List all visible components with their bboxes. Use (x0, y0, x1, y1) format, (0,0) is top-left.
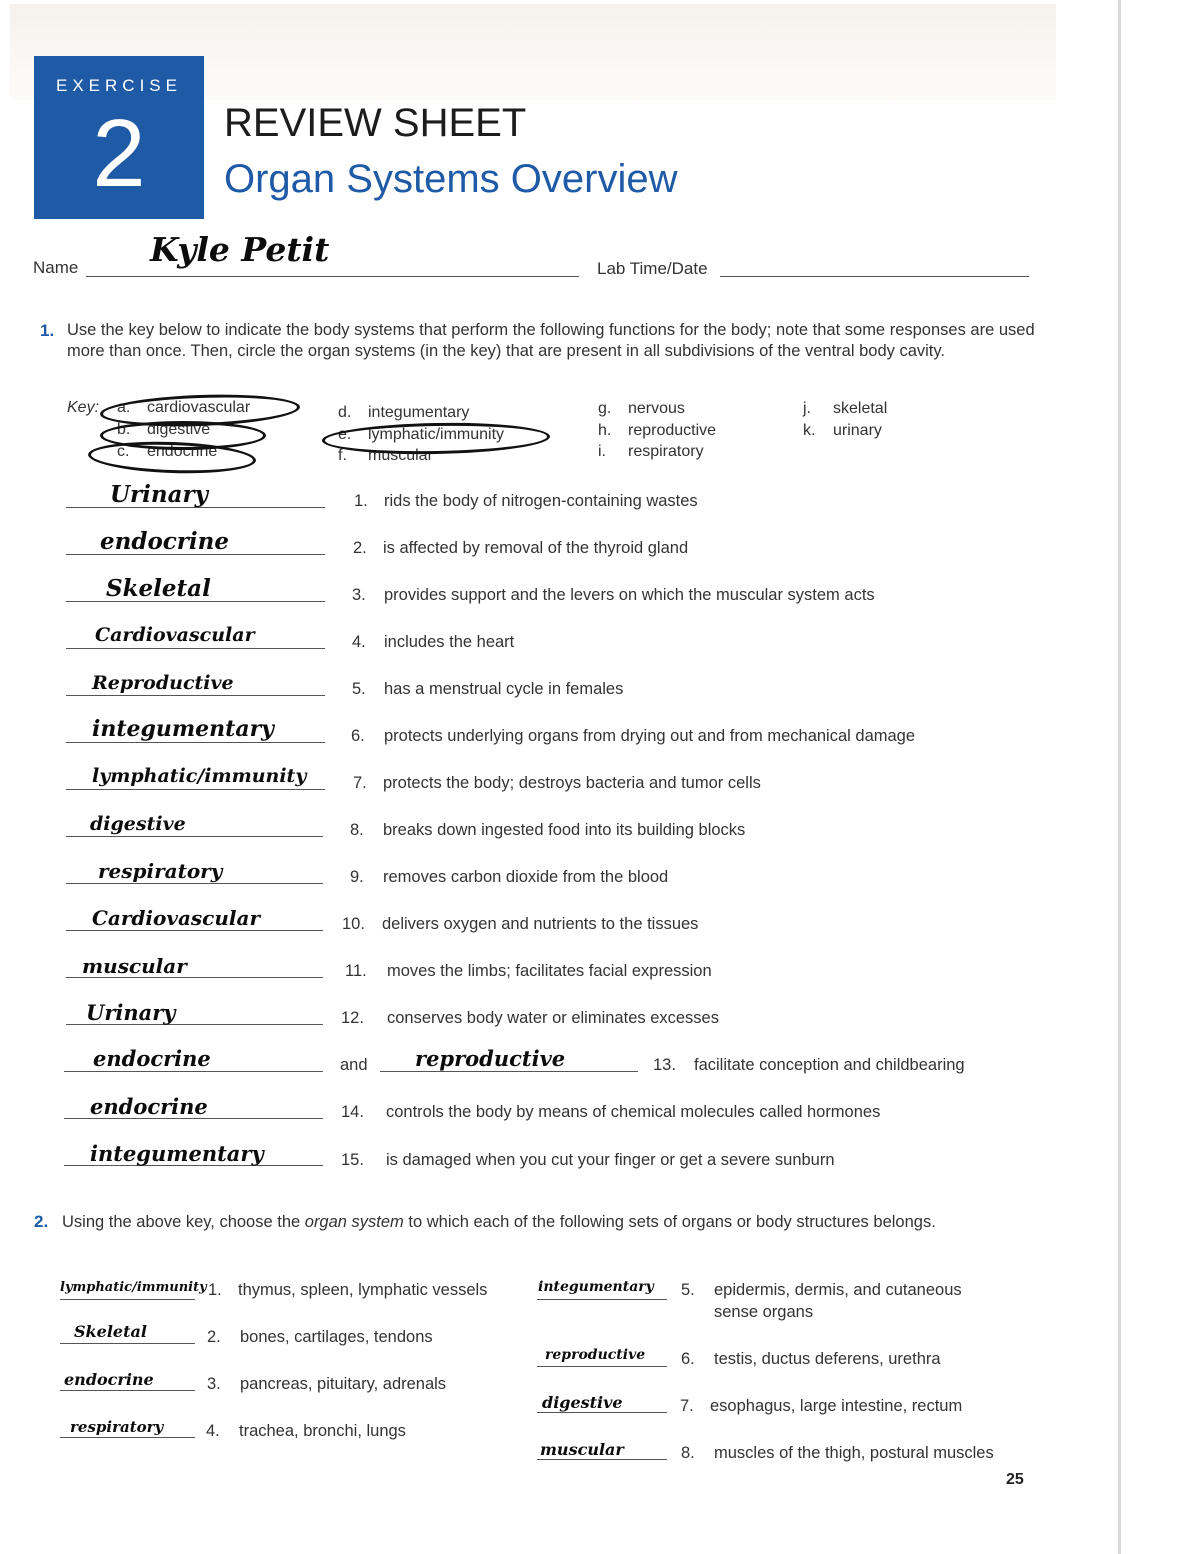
key-item-c: c. endocrine (117, 443, 218, 460)
q1-item-8: 8. breaks down ingested food into its building blocks (350, 821, 746, 839)
q1-item-14: 14. controls the body by means of chemical molecules called hormones (341, 1103, 881, 1121)
q2-item-2: 2. bones, cartilages, tendons (207, 1328, 433, 1346)
q2-item-1: 1. thymus, spleen, lymphatic vessels (208, 1281, 488, 1299)
q1-answer-1[interactable]: Urinary (110, 481, 209, 508)
key-item-g: g. nervous (598, 400, 685, 417)
answer-rule (537, 1299, 667, 1300)
q1-item-11: 11. moves the limbs; facilitates facial expression (345, 962, 712, 980)
q1-answer-3[interactable]: Skeletal (106, 575, 211, 602)
labtime-label: Lab Time/Date (597, 259, 708, 278)
q1-item-10: 10. delivers oxygen and nutrients to the tissues (342, 915, 699, 933)
q1-answer-12[interactable]: Urinary (86, 1000, 176, 1025)
key-item-k: k. urinary (803, 422, 882, 439)
answer-rule (66, 883, 323, 884)
q1-item-12: 12. conserves body water or eliminates excesses (341, 1009, 719, 1027)
q1-answer-14[interactable]: endocrine (90, 1094, 208, 1119)
q2-item-6: 6. testis, ductus deferens, urethra (681, 1350, 941, 1368)
key-item-b: b. digestive (117, 421, 211, 438)
page-subtitle: Organ Systems Overview (224, 157, 678, 201)
key-item-i: i. respiratory (598, 443, 704, 460)
exercise-badge (34, 56, 204, 219)
answer-rule (380, 1071, 638, 1072)
key-item-a: a. cardiovascular (117, 399, 251, 416)
key-item-d: d. integumentary (338, 404, 470, 421)
q2-answer-7[interactable]: digestive (542, 1393, 623, 1412)
q2-answer-8[interactable]: muscular (540, 1440, 624, 1459)
page-number: 25 (1006, 1471, 1024, 1488)
exercise-label: EXERCISE (56, 76, 182, 95)
key-item-h: h. reproductive (598, 422, 717, 439)
and-label: and (340, 1056, 368, 1074)
answer-rule (66, 789, 325, 790)
answer-rule (537, 1366, 667, 1367)
q1-item-15: 15. is damaged when you cut your finger or get a severe sunburn (341, 1151, 835, 1169)
q2-item-8: 8. muscles of the thigh, postural muscles (681, 1444, 994, 1462)
page-title: REVIEW SHEET (224, 101, 527, 145)
q1-item-1: 1. rids the body of nitrogen-containing wastes (354, 492, 698, 510)
q2-answer-2[interactable]: Skeletal (74, 1322, 147, 1341)
q1-answer-8[interactable]: digestive (90, 813, 186, 835)
answer-rule (64, 1071, 323, 1072)
answer-rule (66, 836, 323, 837)
key-item-j: j. skeletal (803, 400, 888, 417)
answer-rule (60, 1299, 195, 1300)
name-label: Name (33, 258, 79, 277)
q1-text: Use the key below to indicate the body systems that perform the following functions for the body; note that some responses are used more than once. Then, circle the organ systems (in the key) that are present in all subdivisions of the ventral body cavity. (67, 321, 1035, 360)
labtime-rule (720, 276, 1029, 277)
q2-answer-4[interactable]: respiratory (70, 1418, 164, 1436)
q2-item-5: 5. epidermis, dermis, and cutaneous (681, 1281, 962, 1299)
name-value[interactable]: Kyle Petit (150, 230, 330, 269)
q2-item-4: 4. trachea, bronchi, lungs (206, 1422, 406, 1440)
answer-rule (66, 930, 323, 931)
q1-number: 1. (40, 321, 55, 340)
q1-item-3: 3. provides support and the levers on which the muscular system acts (352, 586, 875, 604)
q1-item-4: 4. includes the heart (352, 633, 515, 651)
q1-answer-2[interactable]: endocrine (100, 528, 229, 555)
key-item-f: f. muscular (338, 447, 433, 464)
q1-item-6: 6. protects underlying organs from drying out and from mechanical damage (351, 727, 916, 745)
answer-rule (66, 742, 325, 743)
answer-rule (60, 1343, 195, 1344)
q1-answer-5[interactable]: Reproductive (92, 672, 234, 694)
q2-answer-1[interactable]: lymphatic/immunity (60, 1280, 207, 1295)
q1-item-9: 9. removes carbon dioxide from the blood (350, 868, 669, 886)
q1-answer-10[interactable]: Cardiovascular (92, 906, 260, 930)
q2-answer-3[interactable]: endocrine (64, 1370, 154, 1389)
q1-item-5: 5. has a menstrual cycle in females (352, 680, 624, 698)
q1-answer-4[interactable]: Cardiovascular (95, 624, 255, 646)
answer-rule (66, 695, 325, 696)
exercise-number: 2 (92, 100, 146, 207)
answer-rule (66, 648, 325, 649)
key-label: Key: (67, 399, 100, 416)
name-rule (86, 276, 579, 277)
key-item-e: e. lymphatic/immunity (338, 426, 505, 443)
answer-rule (60, 1390, 195, 1391)
q2-item-3: 3. pancreas, pituitary, adrenals (207, 1375, 447, 1393)
q1-item-2: 2. is affected by removal of the thyroid gland (353, 539, 689, 557)
q2-number: 2. (34, 1212, 49, 1231)
q1-answer-11[interactable]: muscular (82, 954, 187, 978)
q2-item-5-cont: sense organs (714, 1303, 814, 1321)
q2-answer-6[interactable]: reproductive (545, 1347, 646, 1363)
q1-answer-7[interactable]: lymphatic/immunity (92, 765, 307, 787)
page-edge (1118, 0, 1121, 1554)
answer-rule (537, 1412, 667, 1413)
q1-answer-9[interactable]: respiratory (98, 859, 223, 883)
q1-answer-13a[interactable]: endocrine (93, 1046, 211, 1071)
q2-answer-5[interactable]: integumentary (538, 1279, 654, 1295)
answer-rule (60, 1437, 195, 1438)
q1-item-13: 13. facilitate conception and childbearing (653, 1056, 965, 1074)
q1-answer-13b[interactable]: reproductive (415, 1046, 566, 1071)
q2-text: Using the above key, choose the organ system to which each of the following sets of organs or body structures belongs. (62, 1213, 936, 1231)
q1-answer-15[interactable]: integumentary (90, 1141, 264, 1166)
answer-rule (537, 1459, 667, 1460)
q1-answer-6[interactable]: integumentary (92, 716, 274, 742)
q2-item-7: 7. esophagus, large intestine, rectum (680, 1397, 963, 1415)
q1-item-7: 7. protects the body; destroys bacteria and tumor cells (353, 774, 761, 792)
